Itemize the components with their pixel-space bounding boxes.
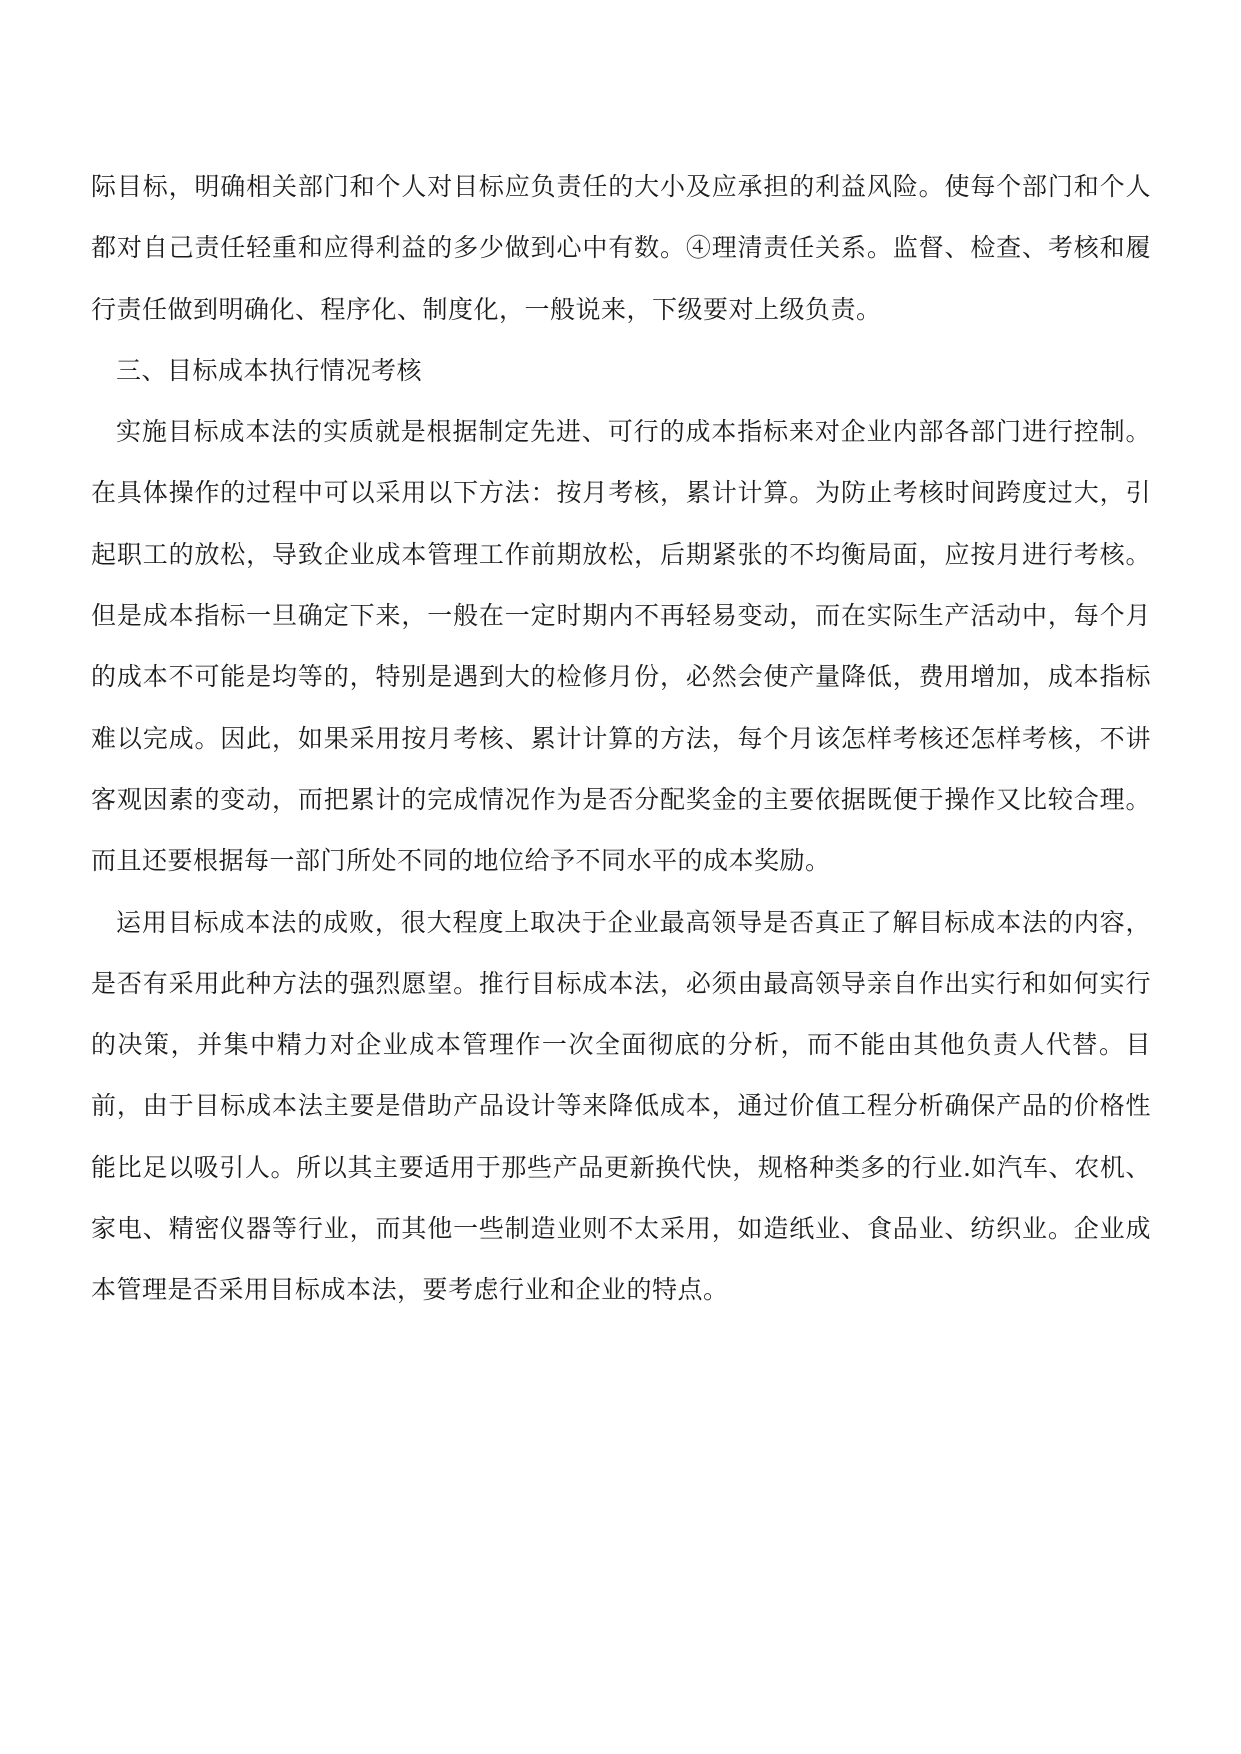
- document-body: [91, 156, 1151, 1321]
- paragraph-application: 运用目标成本法的成败，很大程度上取决于企业最高领导是否真正了解目标成本法的内容，是否有采用此种方法的强烈愿望。推行目标成本法，必须由最高领导亲自作出实行和如何实行的决策，并集中精力对企业成本管理作一次全面彻底的分析，而不能由其他负责人代替。目前，由于目标成本法主要是借助产品设计等来降低成本，通过价值工程分析确保产品的价格性能比足以吸引人。所以其主要适用于那些产品更新换代快，规格种类多的行业.如汽车、农机、家电、精密仪器等行业，而其他一些制造业则不太采用，如造纸业、食品业、纺织业。企业成本管理是否采用目标成本法，要考虑行业和企业的特点。: [91, 907, 1151, 1305]
- paragraph-implementation: 实施目标成本法的实质就是根据制定先进、可行的成本指标来对企业内部各部门进行控制。在具体操作的过程中可以采用以下方法：按月考核，累计计算。为防止考核时间跨度过大，引起职工的放松，导致企业成本管理工作前期放松，后期紧张的不均衡局面，应按月进行考核。但是成本指标一旦确定下来，一般在一定时期内不再轻易变动，而在实际生产活动中，每个月的成本不可能是均等的，特别是遇到大的检修月份，必然会使产量降低，费用增加，成本指标难以完成。因此，如果采用按月考核、累计计算的方法，每个月该怎样考核还怎样考核，不讲客观因素的变动，而把累计的完成情况作为是否分配奖金的主要依据既便于操作又比较合理。而且还要根据每一部门所处不同的地位给予不同水平的成本奖励。: [91, 417, 1151, 876]
- paragraph-continuation: 际目标，明确相关部门和个人对目标应负责任的大小及应承担的利益风险。使每个部门和个人都对自己责任轻重和应得利益的多少做到心中有数。④理清责任关系。监督、检查、考核和履行责任做到明确化、程序化、制度化，一般说来，下级要对上级负责。: [91, 172, 1151, 324]
- section-heading: 三、目标成本执行情况考核: [116, 355, 423, 385]
